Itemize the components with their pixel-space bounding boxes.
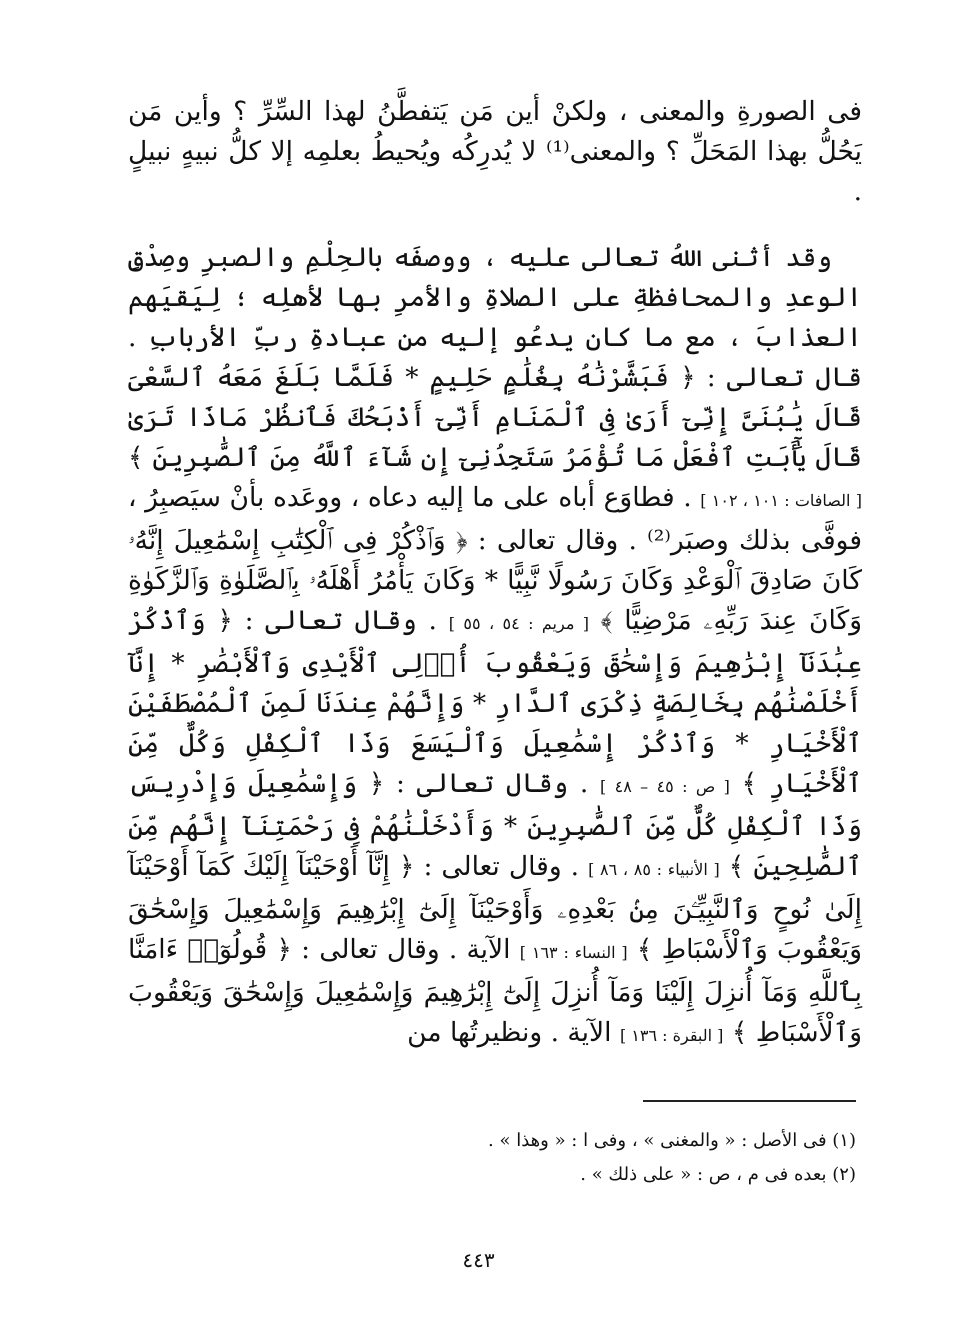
- text-segment: . وقال تعالى : ﴿ وَإِسْمَٰعِيلَ وَإِدْرِيسَ وَذَا ٱلْكِفْلِ كُلٌّ مِّنَ ٱلصَّٰبِرِينَ * وَأَدْخَلْنَٰهُمْ فِى رَحْمَتِنَآ إِنَّهُم مِّنَ ٱلصَّٰلِحِينَ ﴾: [128, 768, 863, 882]
- verse-reference: [ مريم : ٥٤ ، ٥٥ ]: [448, 614, 590, 633]
- page-number: ٤٤٣: [462, 1248, 495, 1272]
- text-segment: . فطاوَع أباه على ما إليه دعاه ، ووعَده بأنْ سيَصبِرُ ، فوفَّى بذلك وصبَر⁽²⁾ . وقال تعالى : ﴿ وَٱذْكُرْ فِى ٱلْكِتَٰبِ إِسْمَٰعِيلَ إِنَّهُۥ كَانَ صَادِقَ ٱلْوَعْدِ وَكَانَ رَسُولًا نَّبِيًّا * وَكَانَ يَأْمُرُ أَهْلَهُۥ بِٱلصَّلَوٰةِ وَٱلزَّكَوٰةِ وَكَانَ عِندَ رَبِّهِۦ مَرْضِيًّا ﴾: [128, 482, 862, 636]
- paragraph-1: فى الصورةِ والمعنى ، ولكنْ أين مَن يَتفطَّنُ لهذا السِّرِّ ؟ وأين مَن يَحُلُّ بهذا المَحَلِّ ؟ والمعنى⁽¹⁾ لا يُدرِكُه ويُحيطُ بعلمِه إلا كلُّ نبيهٍ نبيلٍ .: [128, 96, 862, 207]
- verse-reference: [ ص : ٤٥ – ٤٨ ]: [600, 777, 730, 796]
- text-segment: الآية . وقال تعالى : ﴿ قُولُوٓا۟ ءَامَنَّا بِٱللَّهِ وَمَآ أُنزِلَ إِلَيْنَا وَمَآ أُنزِلَ إِلَىٰٓ إِبْرَٰهِيمَ وَإِسْمَٰعِيلَ وَإِسْحَٰقَ وَيَعْقُوبَ وَٱلْأَسْبَاطِ ﴾: [128, 934, 862, 1048]
- text-segment: الآية . ونظيرتُها من: [407, 1017, 612, 1048]
- verse-reference: [ الأنبياء : ٨٥ ، ٨٦ ]: [588, 860, 720, 879]
- footnote-divider: [643, 1100, 856, 1102]
- verse-reference: [ الصافات : ١٠١ ، ١٠٢ ]: [700, 491, 862, 510]
- footnote-1: (١) فى الأصل : « والمغنى » ، وفى ا : « وهذا » .: [488, 1130, 856, 1151]
- verse-reference: [ البقرة : ١٣٦ ]: [619, 1026, 724, 1045]
- paragraph-2: [128, 238, 862, 1056]
- verse-reference: [ النساء : ١٦٣ ]: [519, 943, 628, 962]
- footnote-2: (٢) بعده فى م ، ص : « على ذلك » .: [580, 1164, 856, 1185]
- main-text: [128, 92, 862, 1056]
- text-segment: وقد أثنى اللهُ تعالى عليه ، ووصفَه بالحِلْمِ والصبرِ وصِدْقِ الوعدِ والمحافظةِ على الصلاةِ والأمرِ بها لأهلِه ؛ لِيَقيَهم العذابَ ، مع ما كان يدعُو إليه من عبادةِ ربِّ الأربابِ . قال تعالى : ﴿ فَبَشَّرْنَٰهُ بِغُلَٰمٍ حَلِيمٍ * فَلَمَّا بَلَغَ مَعَهُ ٱلسَّعْىَ قَالَ يَٰبُنَىَّ إِنِّىٓ أَرَىٰ فِى ٱلْمَنَامِ أَنِّىٓ أَذْبَحُكَ فَٱنظُرْ مَاذَا تَرَىٰ قَالَ يَٰٓأَبَتِ ٱفْعَلْ مَا تُؤْمَرُ سَتَجِدُنِىٓ إِن شَآءَ ٱللَّهُ مِنَ ٱلصَّٰبِرِينَ ﴾: [128, 242, 862, 473]
- text-segment: . وقال تعالى : ﴿ وَٱذْكُرْ عِبَٰدَنَآ إِبْرَٰهِيمَ وَإِسْحَٰقَ وَيَعْقُوبَ أُو۟لِى ٱلْأَيْدِى وَٱلْأَبْصَٰرِ * إِنَّآ أَخْلَصْنَٰهُم بِخَالِصَةٍ ذِكْرَى ٱلدَّارِ * وَإِنَّهُمْ عِندَنَا لَمِنَ ٱلْمُصْطَفَيْنَ ٱلْأَخْيَارِ * وَٱذْكُرْ إِسْمَٰعِيلَ وَٱلْيَسَعَ وَذَا ٱلْكِفْلِ وَكُلٌّ مِّنَ ٱلْأَخْيَارِ ﴾: [128, 605, 862, 799]
- footnotes: [380, 1124, 856, 1192]
- text-segment: . وقال تعالى : ﴿ إِنَّآ أَوْحَيْنَآ إِلَيْكَ كَمَآ أَوْحَيْنَآ إِلَىٰ نُوحٍ وَٱلنَّبِيِّـۧنَ مِنۢ بَعْدِهِۦ وَأَوْحَيْنَآ إِلَىٰٓ إِبْرَٰهِيمَ وَإِسْمَٰعِيلَ وَإِسْحَٰقَ وَيَعْقُوبَ وَٱلْأَسْبَاطِ ﴾: [128, 851, 862, 965]
